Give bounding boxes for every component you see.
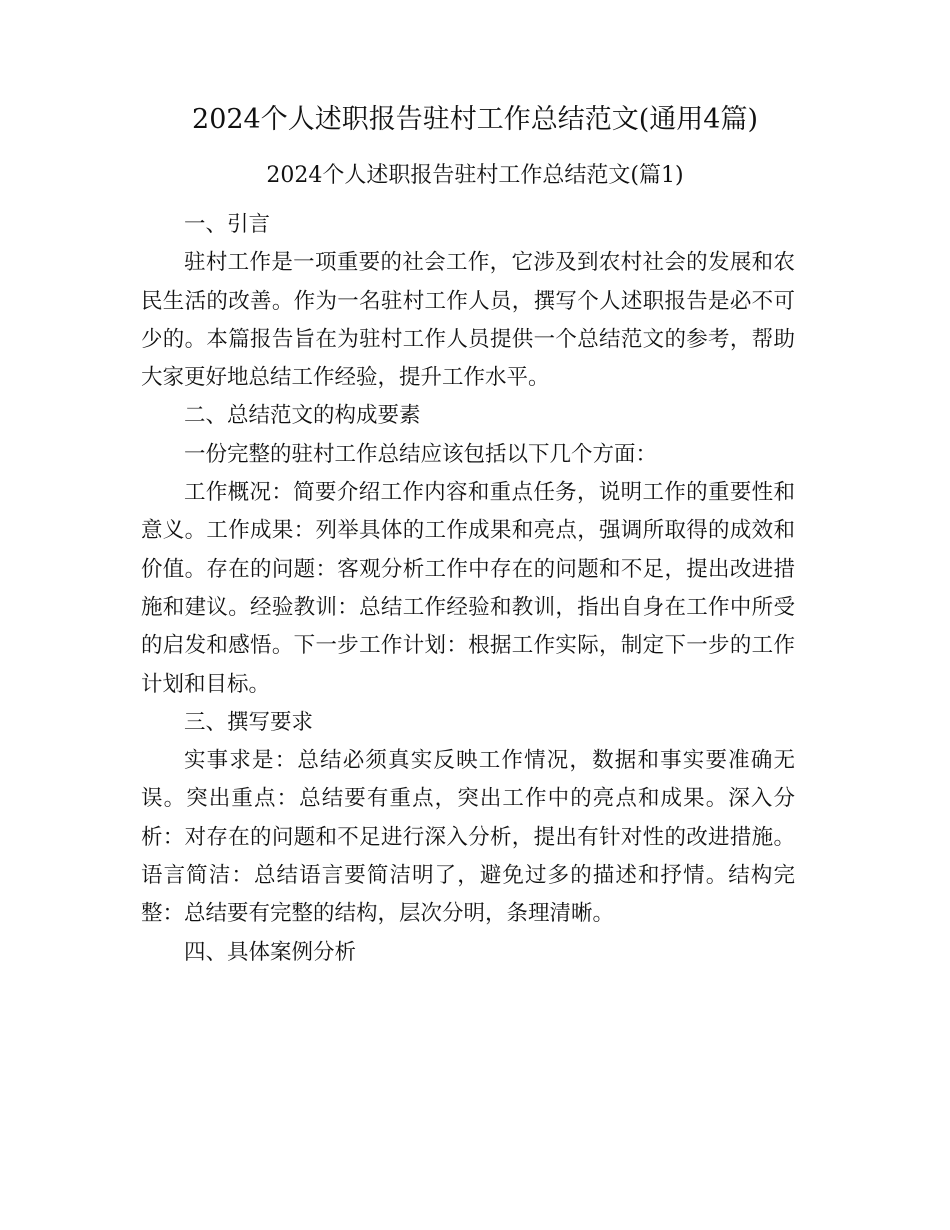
section-heading-case: 四、具体案例分析 <box>184 939 357 965</box>
section-heading-elements: 二、总结范文的构成要素 <box>184 403 421 429</box>
paragraph-intro: 驻村工作是一项重要的社会工作，它涉及到农村社会的发展和农民生活的改善。作为一名驻村工作人员，撰写个人述职报告是必不可少的。本篇报告旨在为驻村工作人员提供一个总结范文的参考，帮助大家更好地总结工作经验，提升工作水平。 <box>141 250 795 391</box>
paragraph-elements-lead: 一份完整的驻村工作总结应该包括以下几个方面： <box>184 441 658 467</box>
section-heading-requirements: 三、撰写要求 <box>184 709 314 735</box>
section-heading-intro: 一、引言 <box>184 212 271 237</box>
paragraph-requirements: 实事求是：总结必须真实反映工作情况，数据和事实要准确无误。突出重点：总结要有重点，突出工作中的亮点和成果。深入分析：对存在的问题和不足进行深入分析，提出有针对性的改进措施。语言简洁：总结语言要简洁明了，避免过多的描述和抒情。结构完整：总结要有完整的结构，层次分明，条理清晰。 <box>141 748 795 927</box>
document-body <box>141 206 795 972</box>
paragraph-elements: 工作概况：简要介绍工作内容和重点任务，说明工作的重要性和意义。工作成果：列举具体的工作成果和亮点，强调所取得的成效和价值。存在的问题：客观分析工作中存在的问题和不足，提出改进措施和建议。经验教训：总结工作经验和教训，指出自身在工作中所受的启发和感悟。下一步工作计划：根据工作实际，制定下一步的工作计划和目标。 <box>141 480 795 697</box>
document-title: 2024个人述职报告驻村工作总结范文(通用4篇) <box>192 104 758 135</box>
document-subtitle: 2024个人述职报告驻村工作总结范文(篇1) <box>266 163 684 188</box>
